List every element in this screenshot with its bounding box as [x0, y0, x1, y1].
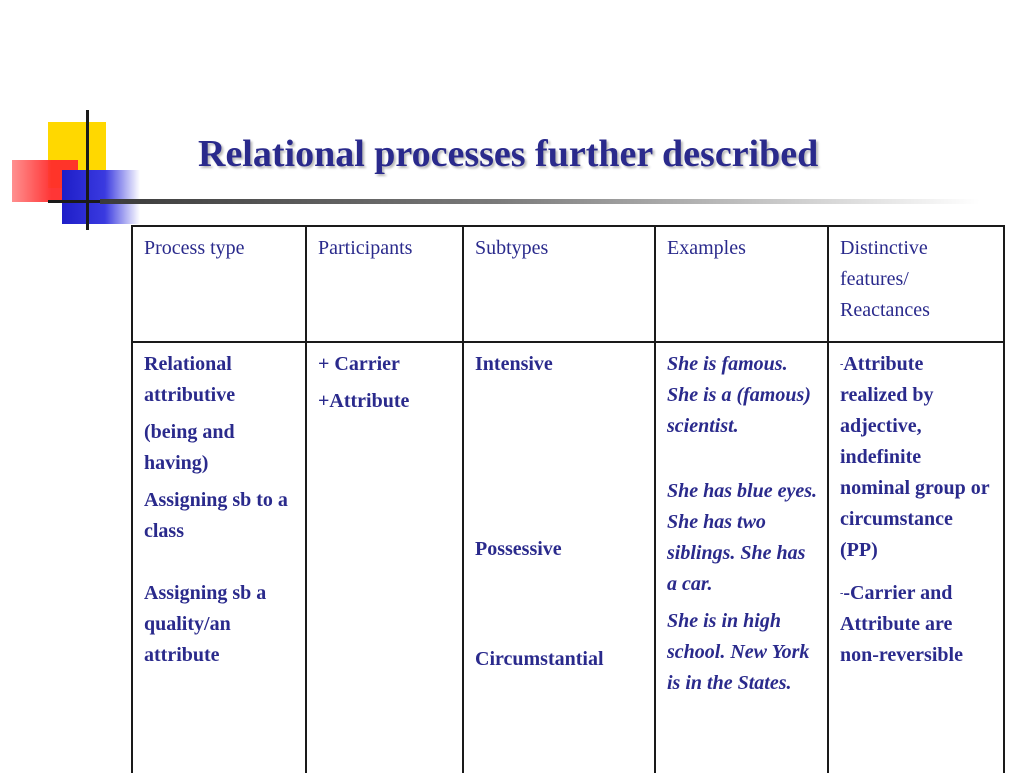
- header-subtypes: Subtypes: [463, 226, 655, 342]
- header-process-type: Process type: [132, 226, 306, 342]
- slide-title: Relational processes further described: [198, 133, 819, 175]
- process-type-line: Assigning sb a quality/an attribute: [144, 582, 267, 666]
- participant-attribute: +Attribute: [318, 390, 410, 412]
- title-underline: [100, 199, 980, 204]
- cell-participants: [306, 342, 463, 773]
- example-possessive: She has blue eyes. She has two siblings. She has a car.: [667, 480, 817, 595]
- process-type-line: Assigning sb to a class: [144, 489, 288, 542]
- subtype-possessive: Possessive: [475, 538, 562, 560]
- cell-examples: [655, 342, 828, 773]
- feature-text: -Carrier and Attribute are non-reversible: [840, 582, 963, 666]
- example-circumstantial: She is in high school. New York is in the States.: [667, 610, 810, 694]
- subtype-circumstantial: Circumstantial: [475, 648, 604, 670]
- header-distinctive-line: Reactances: [840, 299, 930, 321]
- header-distinctive-features: [828, 226, 1004, 342]
- header-distinctive-line: Distinctive: [840, 237, 928, 259]
- participant-carrier: + Carrier: [318, 353, 400, 375]
- subtype-intensive: Intensive: [475, 353, 553, 375]
- header-examples: Examples: [655, 226, 828, 342]
- table-header-row: [132, 226, 1004, 342]
- feature-attribute-realization: [840, 349, 993, 566]
- blue-gradient-block: [62, 170, 140, 224]
- vertical-line: [86, 110, 89, 230]
- feature-non-reversible: [840, 578, 993, 671]
- header-participants: Participants: [306, 226, 463, 342]
- cell-distinctive-features: [828, 342, 1004, 773]
- cell-process-type: [132, 342, 306, 773]
- header-distinctive-line: features/: [840, 268, 909, 290]
- cell-subtypes: [463, 342, 655, 773]
- feature-text: Attribute realized by adjective, indefinite nominal group or circumstance (PP): [840, 353, 990, 561]
- example-intensive: She is famous. She is a (famous) scientist.: [667, 353, 811, 437]
- process-type-line: Relational attributive: [144, 353, 236, 406]
- feature-dash: -: [840, 588, 844, 599]
- feature-dash: -: [840, 359, 844, 370]
- table-row: [132, 342, 1004, 773]
- relational-process-table: [131, 225, 1005, 773]
- corner-decoration: [0, 0, 140, 240]
- process-type-line: (being and having): [144, 421, 235, 474]
